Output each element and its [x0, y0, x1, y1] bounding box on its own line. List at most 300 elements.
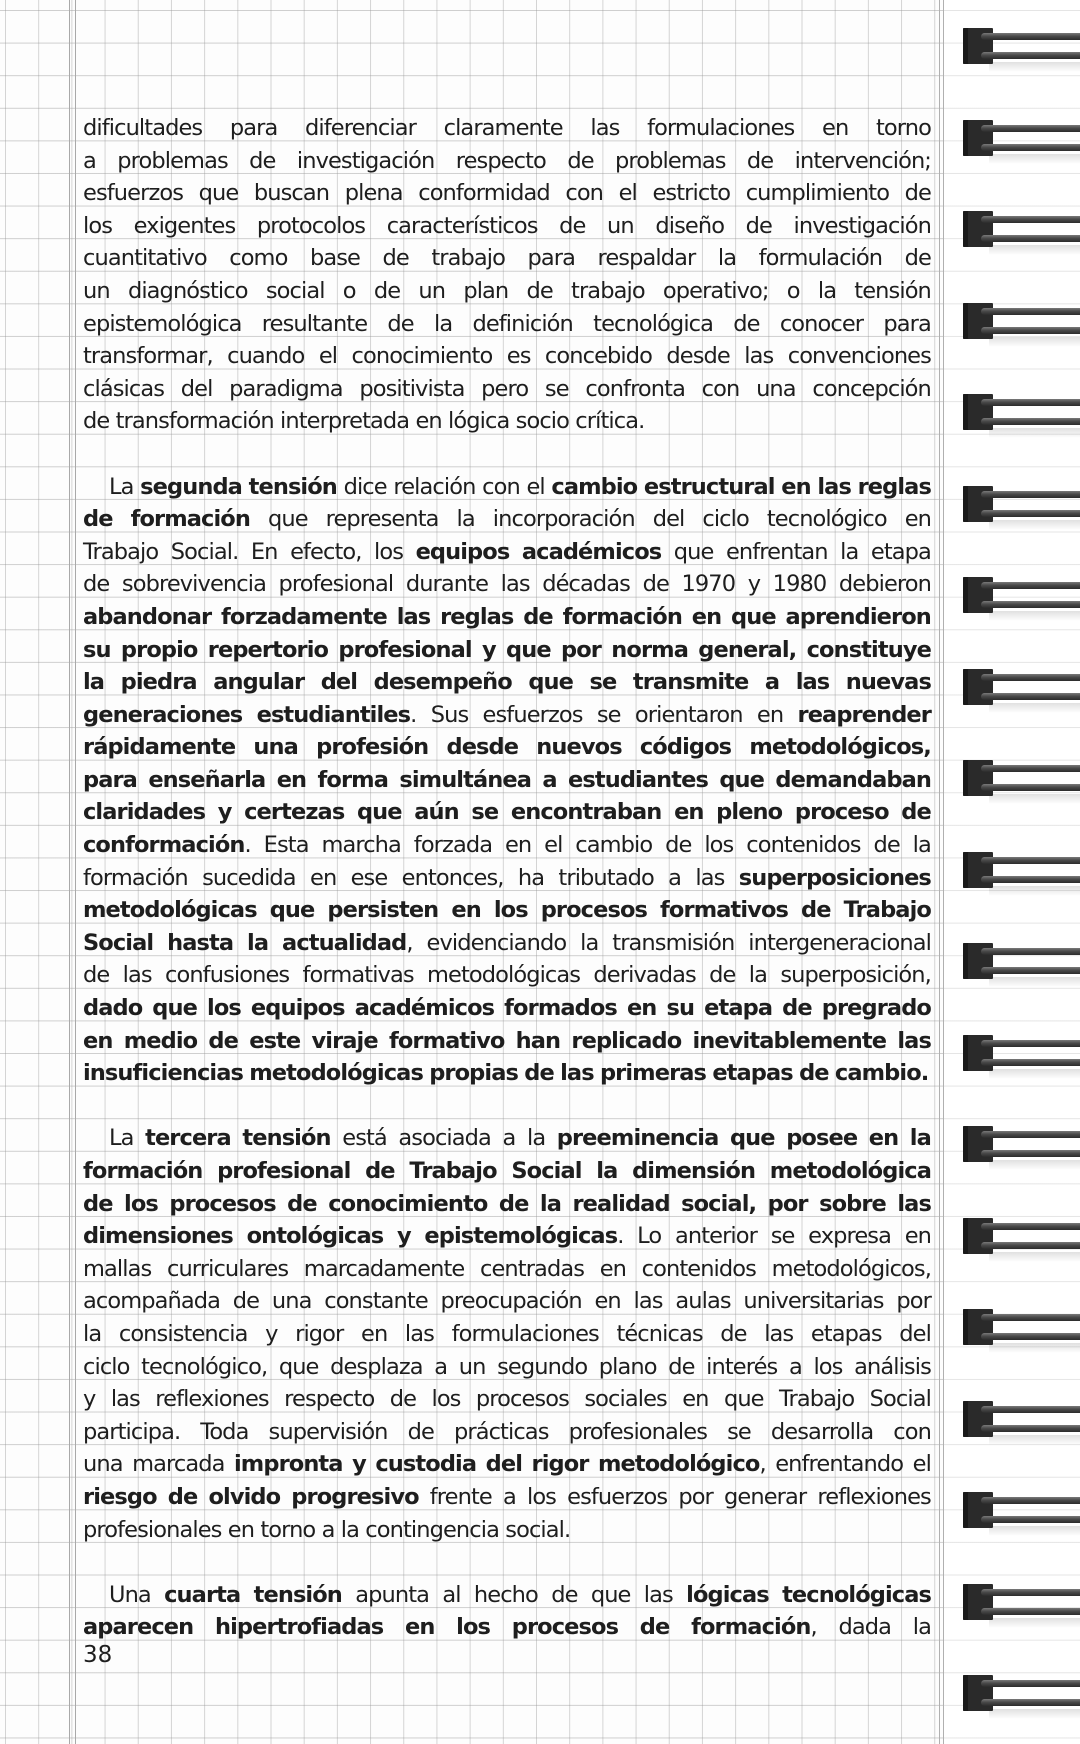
text-line: [83, 796, 931, 829]
text: Social.: [170, 538, 239, 565]
text: la: [912, 832, 931, 859]
text-line: [83, 112, 931, 145]
bold-text: las: [817, 473, 851, 500]
text: ciclo: [702, 506, 749, 533]
bold-text: constituye: [806, 636, 931, 663]
text: sobrevivencia: [121, 571, 266, 598]
bold-text: en: [83, 1027, 113, 1054]
text: la: [526, 1125, 546, 1152]
text: un: [607, 212, 634, 239]
text: lógica: [448, 408, 510, 435]
text-line: [83, 862, 931, 895]
bold-text: tercera: [145, 1125, 231, 1152]
bold-text: metodológica: [769, 1158, 931, 1184]
bold-text: las: [897, 1027, 931, 1054]
text: profesionales: [568, 1418, 708, 1445]
text: ,: [810, 1614, 817, 1641]
binding-ring-icon: [963, 486, 1080, 522]
text: clásicas: [83, 375, 165, 402]
text: un: [418, 277, 446, 304]
bold-text: viraje: [311, 1027, 378, 1054]
bold-text: sobre: [819, 1190, 886, 1217]
text: en: [822, 115, 849, 141]
bold-text: los: [493, 897, 528, 924]
bold-text: persisten: [327, 897, 439, 924]
bold-text: en: [868, 1125, 899, 1152]
bold-text: de: [287, 1190, 317, 1217]
bold-text: formación: [562, 603, 682, 630]
bold-text: nuevos: [536, 734, 622, 761]
text: La: [109, 473, 134, 500]
text: a: [321, 1516, 335, 1543]
bold-text: proceso: [794, 799, 889, 826]
text: formulaciones: [451, 1320, 599, 1347]
text-line: [83, 764, 931, 797]
bold-text: que: [506, 636, 551, 663]
text: contenidos: [746, 832, 861, 859]
text: social.: [505, 1516, 571, 1543]
text: los: [813, 1353, 843, 1380]
text: sociales: [584, 1386, 667, 1413]
bold-text: equipos: [250, 995, 345, 1022]
text: exigentes: [133, 212, 236, 239]
text: marcha: [321, 832, 401, 859]
text: a: [434, 1353, 448, 1380]
text: plena: [344, 180, 403, 207]
text: enfrentando: [775, 1451, 904, 1478]
text: diseño: [655, 212, 725, 239]
text-line: [83, 1188, 931, 1221]
text: social: [265, 277, 325, 304]
text: etapas: [810, 1320, 882, 1347]
text: acompañada: [83, 1288, 221, 1315]
text: las: [500, 571, 530, 598]
text: las: [590, 115, 620, 141]
bold-text: dimensiones: [83, 1223, 233, 1250]
text: efecto,: [290, 538, 362, 565]
text: sucedida: [202, 864, 296, 891]
bold-text: reglas: [857, 473, 931, 500]
bold-text: rápidamente: [83, 734, 236, 761]
binding-ring-icon: [963, 852, 1080, 888]
text: pero: [481, 375, 529, 402]
text: formación: [83, 864, 188, 891]
bold-text: olvido: [208, 1483, 281, 1510]
text: Social: [869, 1386, 931, 1413]
text: participa.: [83, 1418, 181, 1445]
text-line: [83, 1057, 931, 1090]
bold-text: Social: [511, 1158, 582, 1184]
bold-text: formativo: [388, 1027, 505, 1054]
text-line: [83, 1122, 931, 1155]
text: prácticas: [453, 1418, 549, 1445]
bold-text: profesión: [316, 734, 429, 761]
text: contingencia: [365, 1516, 499, 1543]
text-line: [83, 1318, 931, 1351]
text: o: [342, 277, 356, 304]
text: en: [415, 408, 442, 435]
bold-text: académicos: [354, 995, 495, 1022]
text: intervención;: [794, 147, 931, 174]
bold-text: procesos: [169, 1190, 276, 1217]
bold-text: aparecen: [83, 1614, 194, 1641]
bold-text: este: [249, 1027, 301, 1054]
bold-text: progresivo: [291, 1483, 419, 1510]
bold-text: reglas: [440, 603, 514, 630]
bold-text: en: [674, 799, 704, 826]
binding-ring-icon: [963, 1492, 1080, 1528]
text: a: [83, 147, 96, 174]
text: en: [904, 506, 932, 533]
text: reflexiones: [155, 1386, 269, 1413]
bold-text: formación: [83, 1158, 203, 1184]
bold-text: actualidad: [282, 929, 407, 956]
text: de: [745, 212, 772, 239]
bold-text: a: [764, 669, 780, 696]
bold-text: tensión: [248, 473, 337, 500]
text: interés: [706, 1353, 778, 1380]
text: una: [83, 1451, 123, 1478]
bold-text: metodológico: [597, 1451, 760, 1478]
bold-text: la: [909, 1125, 931, 1152]
text: protocolos: [256, 212, 366, 239]
text: Esta: [263, 832, 309, 859]
text: orientaron: [634, 701, 743, 728]
text: en: [682, 1386, 709, 1413]
bold-text: en: [781, 473, 811, 500]
bold-text: de: [167, 1483, 198, 1510]
text: claramente: [443, 115, 563, 141]
text: el: [912, 1451, 931, 1478]
text: las: [744, 343, 774, 370]
bold-text: de: [639, 1614, 670, 1641]
binding-ring-icon: [963, 1035, 1080, 1071]
text: supervisión: [268, 1418, 388, 1445]
bold-text: en: [626, 995, 657, 1022]
bold-text: abandonar: [83, 603, 212, 630]
paragraph: [83, 1122, 931, 1546]
text: trabajo: [571, 277, 645, 304]
text: las: [764, 1320, 794, 1347]
text: para: [229, 115, 278, 141]
bold-text: y: [217, 799, 232, 826]
text: buscan: [253, 180, 330, 207]
bold-text: estructural: [643, 473, 775, 500]
text: de: [387, 310, 414, 337]
bold-text: de: [782, 995, 812, 1022]
text: análisis: [854, 1353, 931, 1380]
bold-text: rigor: [531, 1451, 589, 1478]
bold-text: realidad: [572, 1190, 670, 1217]
bold-text: códigos: [639, 734, 732, 761]
text: torno: [260, 1516, 316, 1543]
text: de: [668, 1353, 695, 1380]
bold-text: ontológicas: [246, 1223, 384, 1250]
text: los: [431, 1386, 461, 1413]
text: las: [695, 864, 725, 891]
text: La: [109, 1125, 134, 1152]
text: en: [904, 1223, 931, 1250]
text: la: [748, 962, 768, 989]
bold-text: repertorio: [207, 636, 329, 663]
text: convenciones: [787, 343, 931, 370]
text-line: [83, 1285, 931, 1318]
text: décadas: [542, 571, 630, 598]
text-line: [83, 666, 931, 699]
text: de: [232, 1288, 260, 1315]
bold-text: social,: [681, 1190, 757, 1217]
text: profesional: [278, 571, 394, 598]
text: las: [110, 1386, 140, 1413]
text: la: [817, 277, 837, 304]
bold-text: epistemológicas: [424, 1223, 618, 1250]
bold-text: conocimiento: [328, 1190, 488, 1217]
text: los: [526, 1483, 557, 1510]
bold-text: inevitablemente: [692, 1027, 887, 1054]
text: consistencia: [118, 1320, 248, 1347]
text: intergeneracional: [748, 929, 931, 956]
bold-text: cambio.: [834, 1060, 929, 1087]
text: que: [590, 1581, 631, 1608]
text: a: [788, 1353, 802, 1380]
bold-text: enseñarla: [148, 766, 266, 793]
text: y: [265, 1320, 278, 1347]
text: transformar,: [83, 343, 213, 370]
text: problemas: [615, 147, 726, 174]
binding-ring-icon: [963, 1218, 1080, 1254]
bold-text: su: [83, 636, 111, 663]
text: marcada: [132, 1451, 225, 1478]
text: desplaza: [330, 1353, 423, 1380]
text-line: [83, 992, 931, 1025]
text: torno: [875, 115, 931, 141]
bold-text: que: [152, 995, 197, 1022]
bold-text: las: [560, 1060, 594, 1087]
text: un: [83, 277, 110, 304]
text: diferenciar: [305, 115, 416, 141]
text: ciclo: [83, 1353, 130, 1380]
bold-text: dado: [83, 995, 143, 1022]
text: incorporación: [492, 506, 635, 533]
text: definición: [472, 310, 573, 337]
text: la: [340, 1516, 359, 1543]
text: ,: [759, 1451, 766, 1478]
bold-text: Trabajo: [409, 1158, 497, 1184]
bold-text: la: [596, 1158, 618, 1184]
text-line: [83, 210, 931, 243]
text-line: [83, 275, 931, 308]
text: del: [180, 375, 213, 402]
text-line: [83, 699, 931, 732]
paragraph: [83, 1579, 931, 1644]
text: la: [456, 506, 475, 533]
text: de: [709, 962, 736, 989]
text: de: [83, 962, 110, 989]
bold-text: por: [561, 636, 601, 663]
text: base: [309, 245, 360, 272]
binding-ring-icon: [963, 1401, 1080, 1437]
text-line: [83, 308, 931, 341]
text: de: [389, 1386, 417, 1413]
bold-text: propio: [120, 636, 198, 663]
text-line: [83, 1025, 931, 1058]
bold-text: que: [356, 799, 402, 826]
bold-text: de: [498, 1190, 529, 1217]
bold-text: la: [83, 669, 105, 696]
bold-text: de: [901, 799, 931, 826]
text: para: [527, 245, 575, 272]
text: metodológicas: [426, 962, 581, 989]
text: de: [642, 571, 669, 598]
text: problemas: [117, 147, 228, 174]
paragraph: [83, 471, 931, 1090]
text-line: [83, 1155, 931, 1188]
text: cuantitativo: [83, 245, 207, 272]
text-line: [83, 1514, 931, 1547]
bold-text: equipos: [415, 538, 510, 565]
text: la: [717, 245, 737, 272]
text: conocer: [779, 310, 864, 337]
text-line: [83, 536, 931, 569]
text: anterior: [674, 1223, 757, 1250]
bold-text: que: [731, 603, 776, 630]
text: con: [701, 375, 740, 402]
bold-text: en: [276, 766, 307, 793]
text: las: [404, 1320, 434, 1347]
text: dada: [838, 1614, 892, 1641]
text: conocimiento: [351, 343, 493, 370]
binding-ring-icon: [963, 1126, 1080, 1162]
text: que: [723, 1386, 764, 1413]
text: Sus: [430, 701, 469, 728]
text: de: [407, 1418, 434, 1445]
text-line: [83, 894, 931, 927]
text: en: [594, 1288, 621, 1315]
text: mallas: [83, 1255, 152, 1282]
text: en: [227, 1516, 255, 1543]
text: de: [83, 571, 110, 598]
text: el: [544, 832, 563, 859]
bold-text: tecnológicas: [782, 1581, 931, 1608]
text: de: [559, 212, 586, 239]
binding-ring-icon: [963, 669, 1080, 705]
text: marcadamente: [303, 1255, 465, 1282]
bold-text: simultánea: [399, 766, 532, 793]
bold-text: pleno: [716, 799, 783, 826]
text: las: [643, 1581, 673, 1608]
text: de: [83, 408, 110, 435]
text: los: [83, 212, 113, 239]
bold-text: formación: [130, 506, 250, 533]
text: característicos: [386, 212, 538, 239]
bold-text: forzadamente: [221, 603, 387, 630]
binding-ring-icon: [963, 28, 1080, 64]
bold-text: desde: [446, 734, 519, 761]
text-line: [83, 1220, 931, 1253]
text: paradigma: [229, 375, 343, 402]
text: de: [665, 832, 692, 859]
text: a: [668, 864, 682, 891]
text-line: [83, 601, 931, 634]
text: superposición,: [780, 962, 931, 989]
bold-text: del: [320, 669, 358, 696]
text: representa: [325, 506, 439, 533]
bold-text: se: [589, 669, 617, 696]
text: preocupación: [440, 1288, 582, 1315]
bold-text: desempeño: [373, 669, 512, 696]
bold-text: procesos: [540, 897, 648, 924]
bold-text: formados: [504, 995, 617, 1022]
bold-text: Social: [83, 929, 154, 956]
text: formativas: [302, 962, 414, 989]
text: interpretada: [280, 408, 410, 435]
text: la: [840, 538, 859, 565]
text: metodológicos,: [771, 1255, 931, 1282]
bold-text: por: [767, 1190, 808, 1217]
text: rigor: [295, 1320, 344, 1347]
text: que: [278, 1353, 319, 1380]
text: de: [382, 245, 409, 272]
text: a: [502, 1483, 516, 1510]
binding-ring-icon: [963, 303, 1080, 339]
text: En: [250, 538, 278, 565]
bold-text: de: [524, 1060, 554, 1087]
bold-text: impronta: [234, 1451, 343, 1478]
text-line: [83, 1351, 931, 1384]
bold-text: los: [124, 1190, 158, 1217]
bold-text: procesos: [511, 1614, 619, 1641]
bold-text: dimensión: [632, 1158, 756, 1184]
text: confronta: [585, 375, 685, 402]
binding-ring-icon: [963, 120, 1080, 156]
bold-text: académicos: [521, 538, 662, 565]
text: que: [267, 506, 308, 533]
text-line: [83, 145, 931, 178]
text: para: [883, 310, 931, 337]
text: Una: [109, 1581, 151, 1608]
text: aulas: [675, 1288, 731, 1315]
text-line: [83, 405, 931, 438]
bold-text: propias: [429, 1060, 518, 1087]
bold-text: etapas: [712, 1060, 793, 1087]
bold-text: una: [253, 734, 298, 761]
bold-text: la: [247, 929, 269, 956]
bold-text: cuarta: [164, 1581, 241, 1608]
text: generar: [724, 1483, 807, 1510]
text: .: [244, 832, 251, 859]
text: una: [271, 1288, 312, 1315]
bold-text: generaciones: [83, 701, 243, 728]
bold-text: estudiantes: [568, 766, 708, 793]
text: respecto: [455, 147, 546, 174]
text: de: [904, 180, 931, 207]
text: técnicas: [616, 1320, 703, 1347]
text: la: [433, 310, 453, 337]
text-line: [83, 1253, 931, 1286]
left-margin-line: [69, 0, 76, 1744]
bold-text: que: [528, 669, 574, 696]
text: por: [678, 1483, 713, 1510]
text: conformidad: [418, 180, 550, 207]
text: Trabajo: [779, 1386, 855, 1413]
text: investigación: [793, 212, 932, 239]
text: dice: [343, 473, 387, 500]
bold-text: las: [396, 603, 431, 630]
text: a: [502, 1125, 516, 1152]
bold-text: medio: [123, 1027, 198, 1054]
binding-ring-icon: [963, 943, 1080, 979]
text: el: [318, 343, 338, 370]
